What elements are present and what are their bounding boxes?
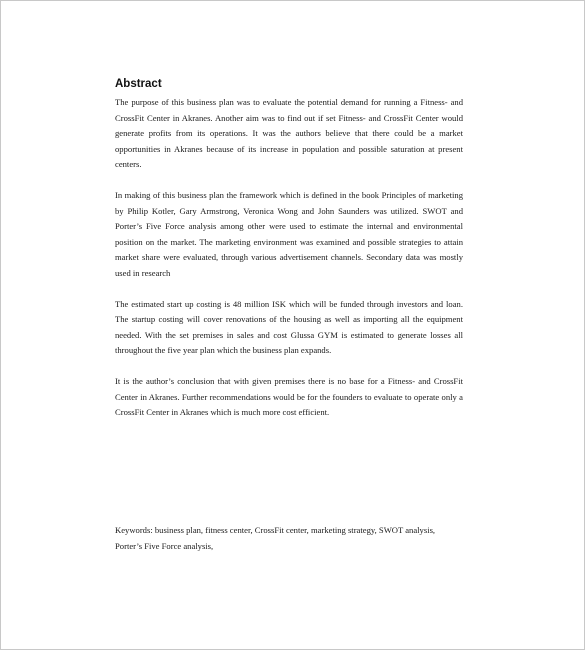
abstract-heading: Abstract <box>115 78 162 90</box>
abstract-paragraph-3: The estimated start up costing is 48 million ISK which will be funded through investors and loan. The startup costing will cover renovations of the housing as well as importing all the equipment needed. With the set premises in sales and cost Glussa GYM is estimated to generate losses all throughout the five year plan which the business plan expands. <box>115 298 463 355</box>
abstract-paragraph-2: In making of this business plan the framework which is defined in the book Principles of marketing by Philip Kotler, Gary Armstrong, Veronica Wong and John Saunders was utilized. SWOT and Porter’s Five Force analysis among other were used to estimate the internal and environmental position on the market. The marketing environment was examined and possible strategies to attain market share were evaluated, through various advertisement channels. Secondary data was mostly used in research <box>115 190 463 278</box>
abstract-section <box>115 77 463 436</box>
abstract-paragraph-4: It is the author’s conclusion that with given premises there is no base for a Fitness- and CrossFit Center in Akranes. Further recommendations would be for the founders to evaluate to operate only a CrossFit Center in Akranes which is much more cost efficient. <box>115 376 463 417</box>
keywords-block <box>115 523 463 554</box>
abstract-paragraph-1: The purpose of this business plan was to evaluate the potential demand for running a Fitness- and CrossFit Center in Akranes. Another aim was to find out if set Fitness- and CrossFit Center would generate profits from its operations. It was the authors believe that there could be a market opportunities in Akranes because of its increase in population and possible saturation at present centers. <box>115 97 463 169</box>
keywords-line-1: Keywords: business plan, fitness center, CrossFit center, marketing strategy, SWOT analysis, <box>115 525 436 535</box>
keywords-line-2: Porter’s Five Force analysis, <box>115 540 214 551</box>
